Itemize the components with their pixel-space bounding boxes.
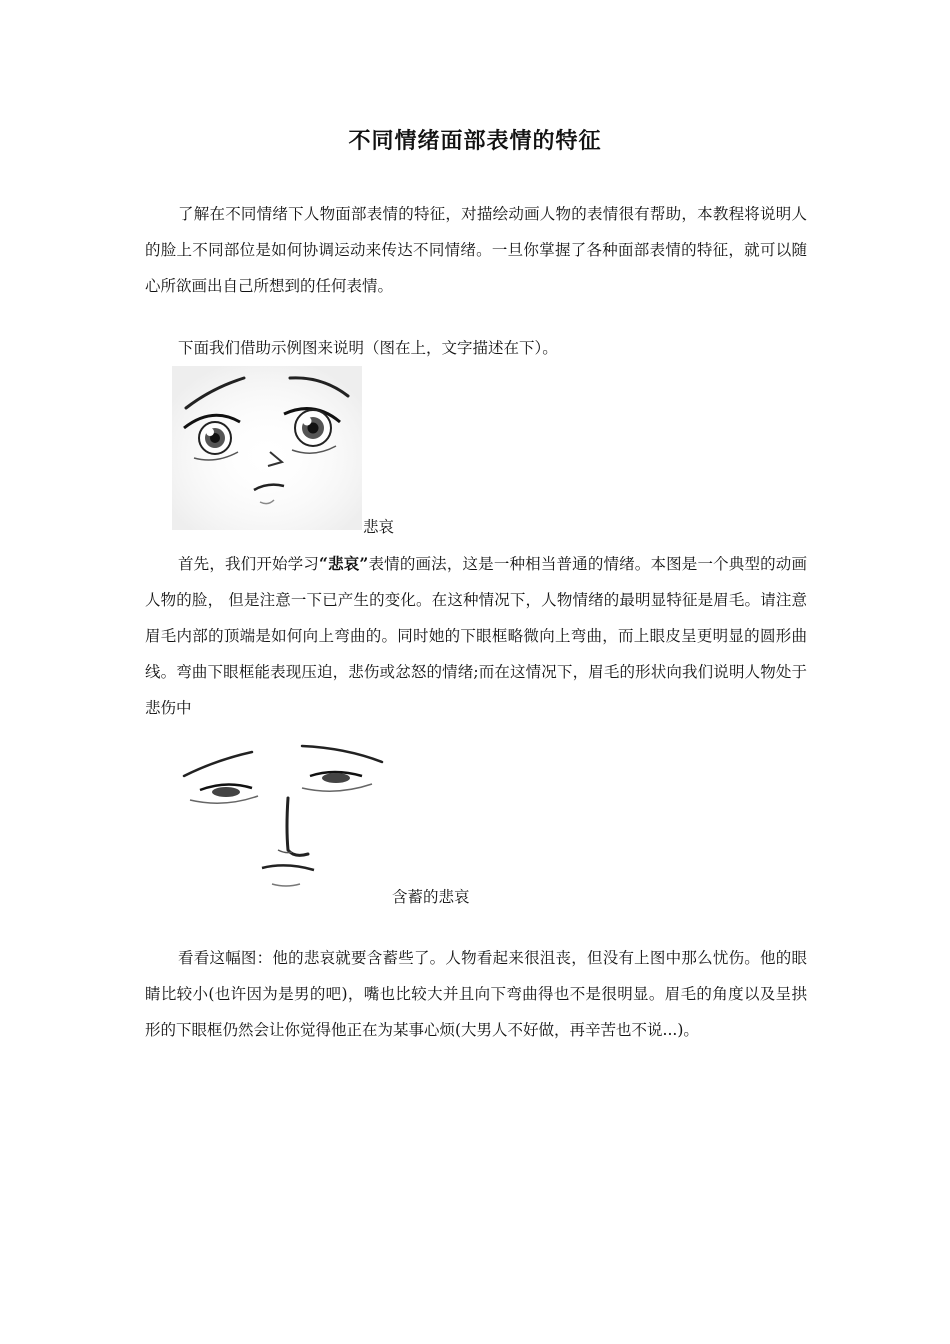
note-paragraph: 下面我们借助示例图来说明（图在上，文字描述在下）。 (178, 339, 558, 357)
figure1-description (145, 546, 807, 726)
figure2-caption: 含蓄的悲哀 (392, 888, 470, 906)
intro-paragraph: 了解在不同情绪下人物面部表情的特征，对描绘动画人物的表情很有帮助，本教程将说明人的脸上不同部位是如何协调运动来传达不同情绪。一旦你掌握了各种面部表情的特征，就可以随心所欲画出自己所想到的任何表情。 (145, 205, 807, 295)
figure2-description: 看看这幅图：他的悲哀就要含蓄些了。人物看起来很沮丧，但没有上图中那么忧伤。他的眼睛比较小(也许因为是男的吧)，嘴也比较大并且向下弯曲得也不是很明显。眉毛的角度以及呈拱形的下眼框仍然会让你觉得他正在为某事心烦(大男人不好做，再辛苦也不说...)。 (145, 949, 807, 1039)
restrained-sad-face-illustration (176, 738, 392, 898)
figure1-caption: 悲哀 (363, 518, 395, 536)
figure1-emphasis: “悲哀” (319, 554, 369, 573)
document-title: 不同情绪面部表情的特征 (348, 129, 602, 154)
sad-face-illustration (172, 366, 362, 530)
figure1-text-before: 首先，我们开始学习 (178, 555, 319, 573)
figure1-text-after: 表情的画法，这是一种相当普通的情绪。本图是一个典型的动画人物的脸， 但是注意一下已产生的变化。在这种情况下，人物情绪的最明显特征是眉毛。请注意眉毛内部的顶端是如何向上弯曲的。同时她的下眼框略微向上弯曲，而上眼皮呈更明显的圆形曲线。弯曲下眼框能表现压迫，悲伤或忿怒的情绪;而在这情况下，眉毛的形状向我们说明人物处于悲伤中 (145, 555, 807, 717)
